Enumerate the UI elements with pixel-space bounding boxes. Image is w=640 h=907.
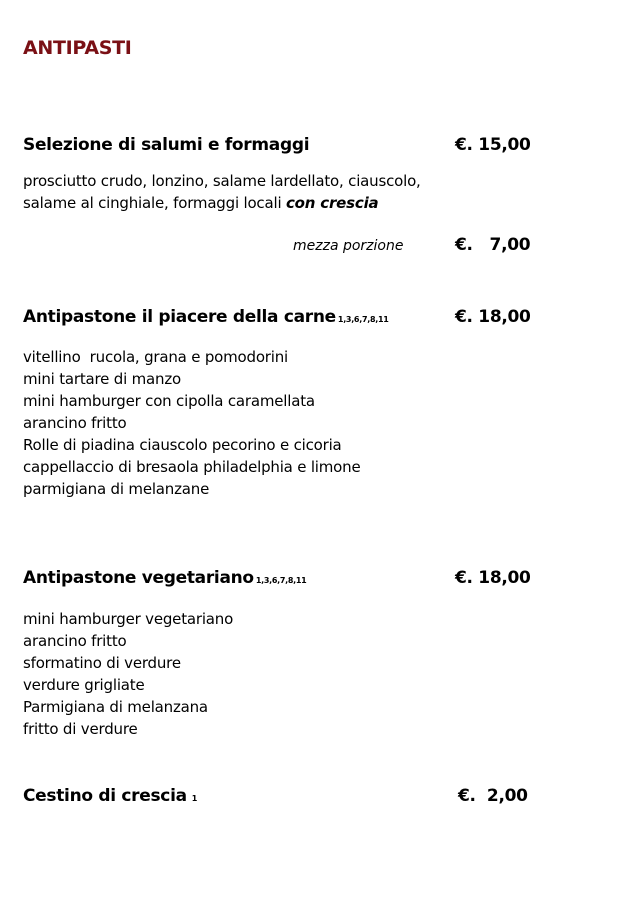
menu-item-name-text: Cestino di crescia [23, 786, 187, 806]
menu-item-name [23, 786, 197, 806]
menu-item-name-text: Antipastone vegetariano [23, 568, 254, 588]
half-portion-label: mezza porzione [293, 238, 404, 254]
allergen-codes: 1,3,6,7,8,11 [255, 576, 307, 585]
description-line: arancino fritto [23, 632, 127, 650]
half-portion-price: €. 7,00 [455, 235, 531, 255]
menu-item-price: €. 18,00 [455, 568, 531, 588]
description-emphasis: con crescia [285, 194, 379, 212]
description-line: parmigiana di melanzane [23, 480, 210, 498]
description-line: vitellino rucola, grana e pomodorini [23, 348, 289, 366]
allergen-codes: 1,3,6,7,8,11 [337, 315, 389, 324]
menu-item-name [23, 568, 306, 588]
description-line: Rolle di piadina ciauscolo pecorino e cicoria [23, 436, 342, 454]
menu-item-name-text: Selezione di salumi e formaggi [23, 135, 310, 155]
description-line: Parmigiana di melanzana [23, 698, 208, 716]
description-line: mini hamburger vegetariano [23, 610, 234, 628]
menu-item-price: €. 15,00 [455, 135, 531, 155]
menu-item-description [23, 346, 361, 500]
menu-item-price: €. 18,00 [455, 307, 531, 327]
description-line: prosciutto crudo, lonzino, salame lardellato, ciauscolo, [23, 172, 421, 190]
description-line [23, 192, 421, 214]
menu-item-name-text: Antipastone il piacere della carne [23, 307, 336, 327]
menu-item-name [23, 307, 388, 327]
description-line: fritto di verdure [23, 720, 138, 738]
description-line: verdure grigliate [23, 676, 145, 694]
menu-item-name [23, 135, 309, 155]
description-line: mini tartare di manzo [23, 370, 181, 388]
description-line: cappellaccio di bresaola philadelphia e limone [23, 458, 361, 476]
description-line: mini hamburger con cipolla caramellata [23, 392, 315, 410]
description-line: arancino fritto [23, 414, 127, 432]
menu-item-description [23, 608, 233, 740]
menu-item-description [23, 170, 421, 214]
allergen-codes: 1 [191, 794, 198, 803]
description-line-text: salame al cinghiale, formaggi locali [23, 194, 286, 212]
description-line: sformatino di verdure [23, 654, 181, 672]
menu-item-price: €. 2,00 [458, 786, 528, 806]
section-title: ANTIPASTI [23, 37, 132, 59]
